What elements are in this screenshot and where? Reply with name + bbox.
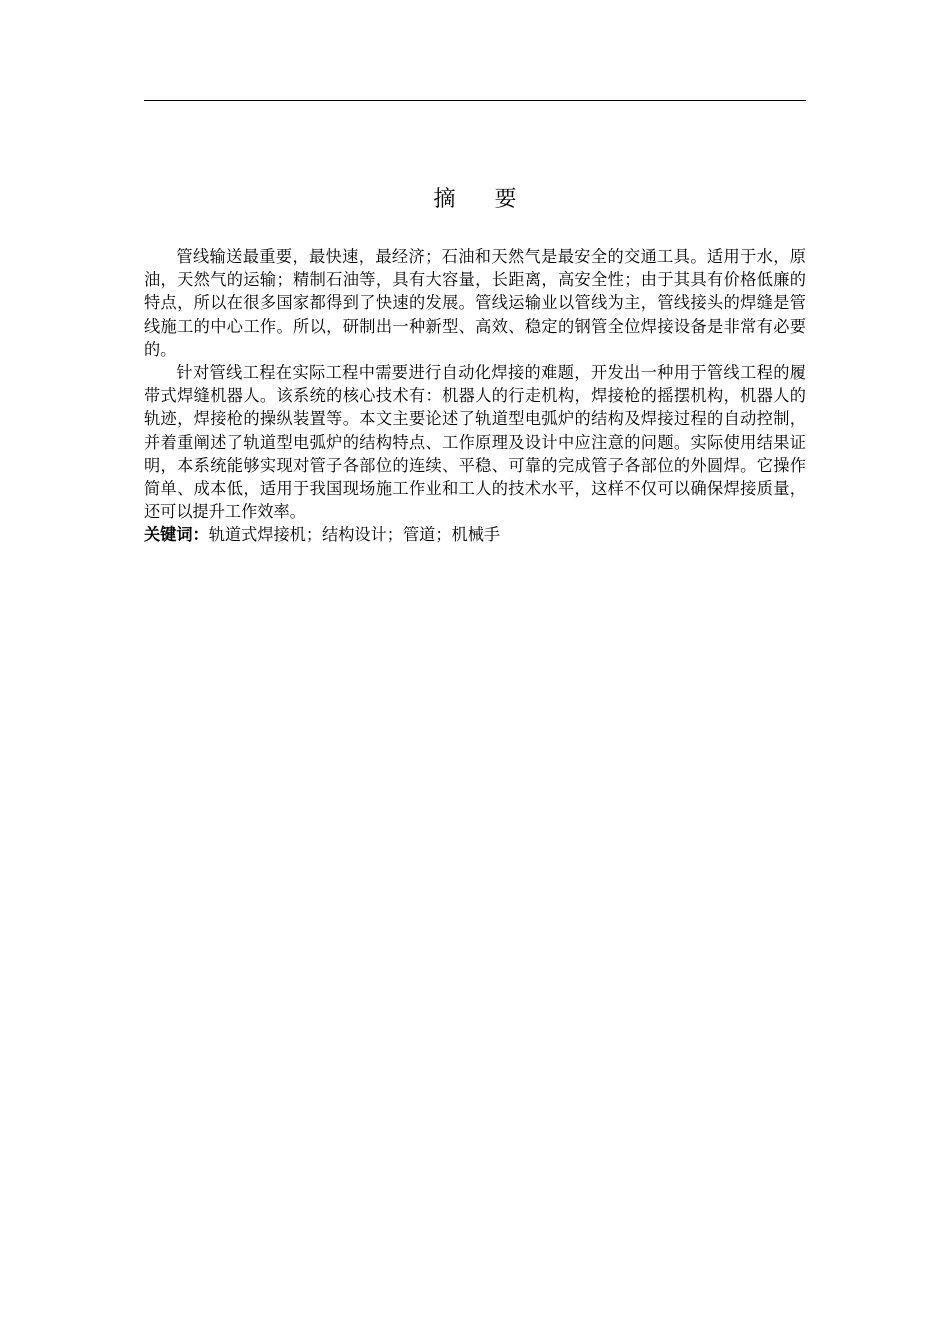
header-rule xyxy=(144,100,806,101)
abstract-paragraph-2: 针对管线工程在实际工程中需要进行自动化焊接的难题，开发出一种用于管线工程的履带式焊缝机器人。该系统的核心技术有：机器人的行走机构，焊接枪的摇摆机构，机器人的轨迹，焊接枪的操纵装置等。本文主要论述了轨道型电弧炉的结构及焊接过程的自动控制，并着重阐述了轨道型电弧炉的结构特点、工作原理及设计中应注意的问题。实际使用结果证明，本系统能够实现对管子各部位的连续、平稳、可靠的完成管子各部位的外圆焊。它操作简单、成本低，适用于我国现场施工作业和工人的技术水平，这样不仅可以确保焊接质量，还可以提升工作效率。 xyxy=(144,363,806,522)
abstract-body xyxy=(144,245,806,547)
page-title: 摘 要 xyxy=(433,187,533,212)
keywords-label: 关键词： xyxy=(144,525,209,545)
abstract-paragraph-1: 管线输送最重要，最快速，最经济；石油和天然气是最安全的交通工具。适用于水，原油，天然气的运输；精制石油等，具有大容量，长距离，高安全性；由于其具有价格低廉的特点，所以在很多国家都得到了快速的发展。管线运输业以管线为主，管线接头的焊缝是管线施工的中心工作。所以，研制出一种新型、高效、稳定的钢管全位焊接设备是非常有必要的。 xyxy=(144,247,806,359)
keywords-line xyxy=(144,523,806,546)
keywords-text: 轨道式焊接机；结构设计；管道；机械手 xyxy=(208,525,501,545)
